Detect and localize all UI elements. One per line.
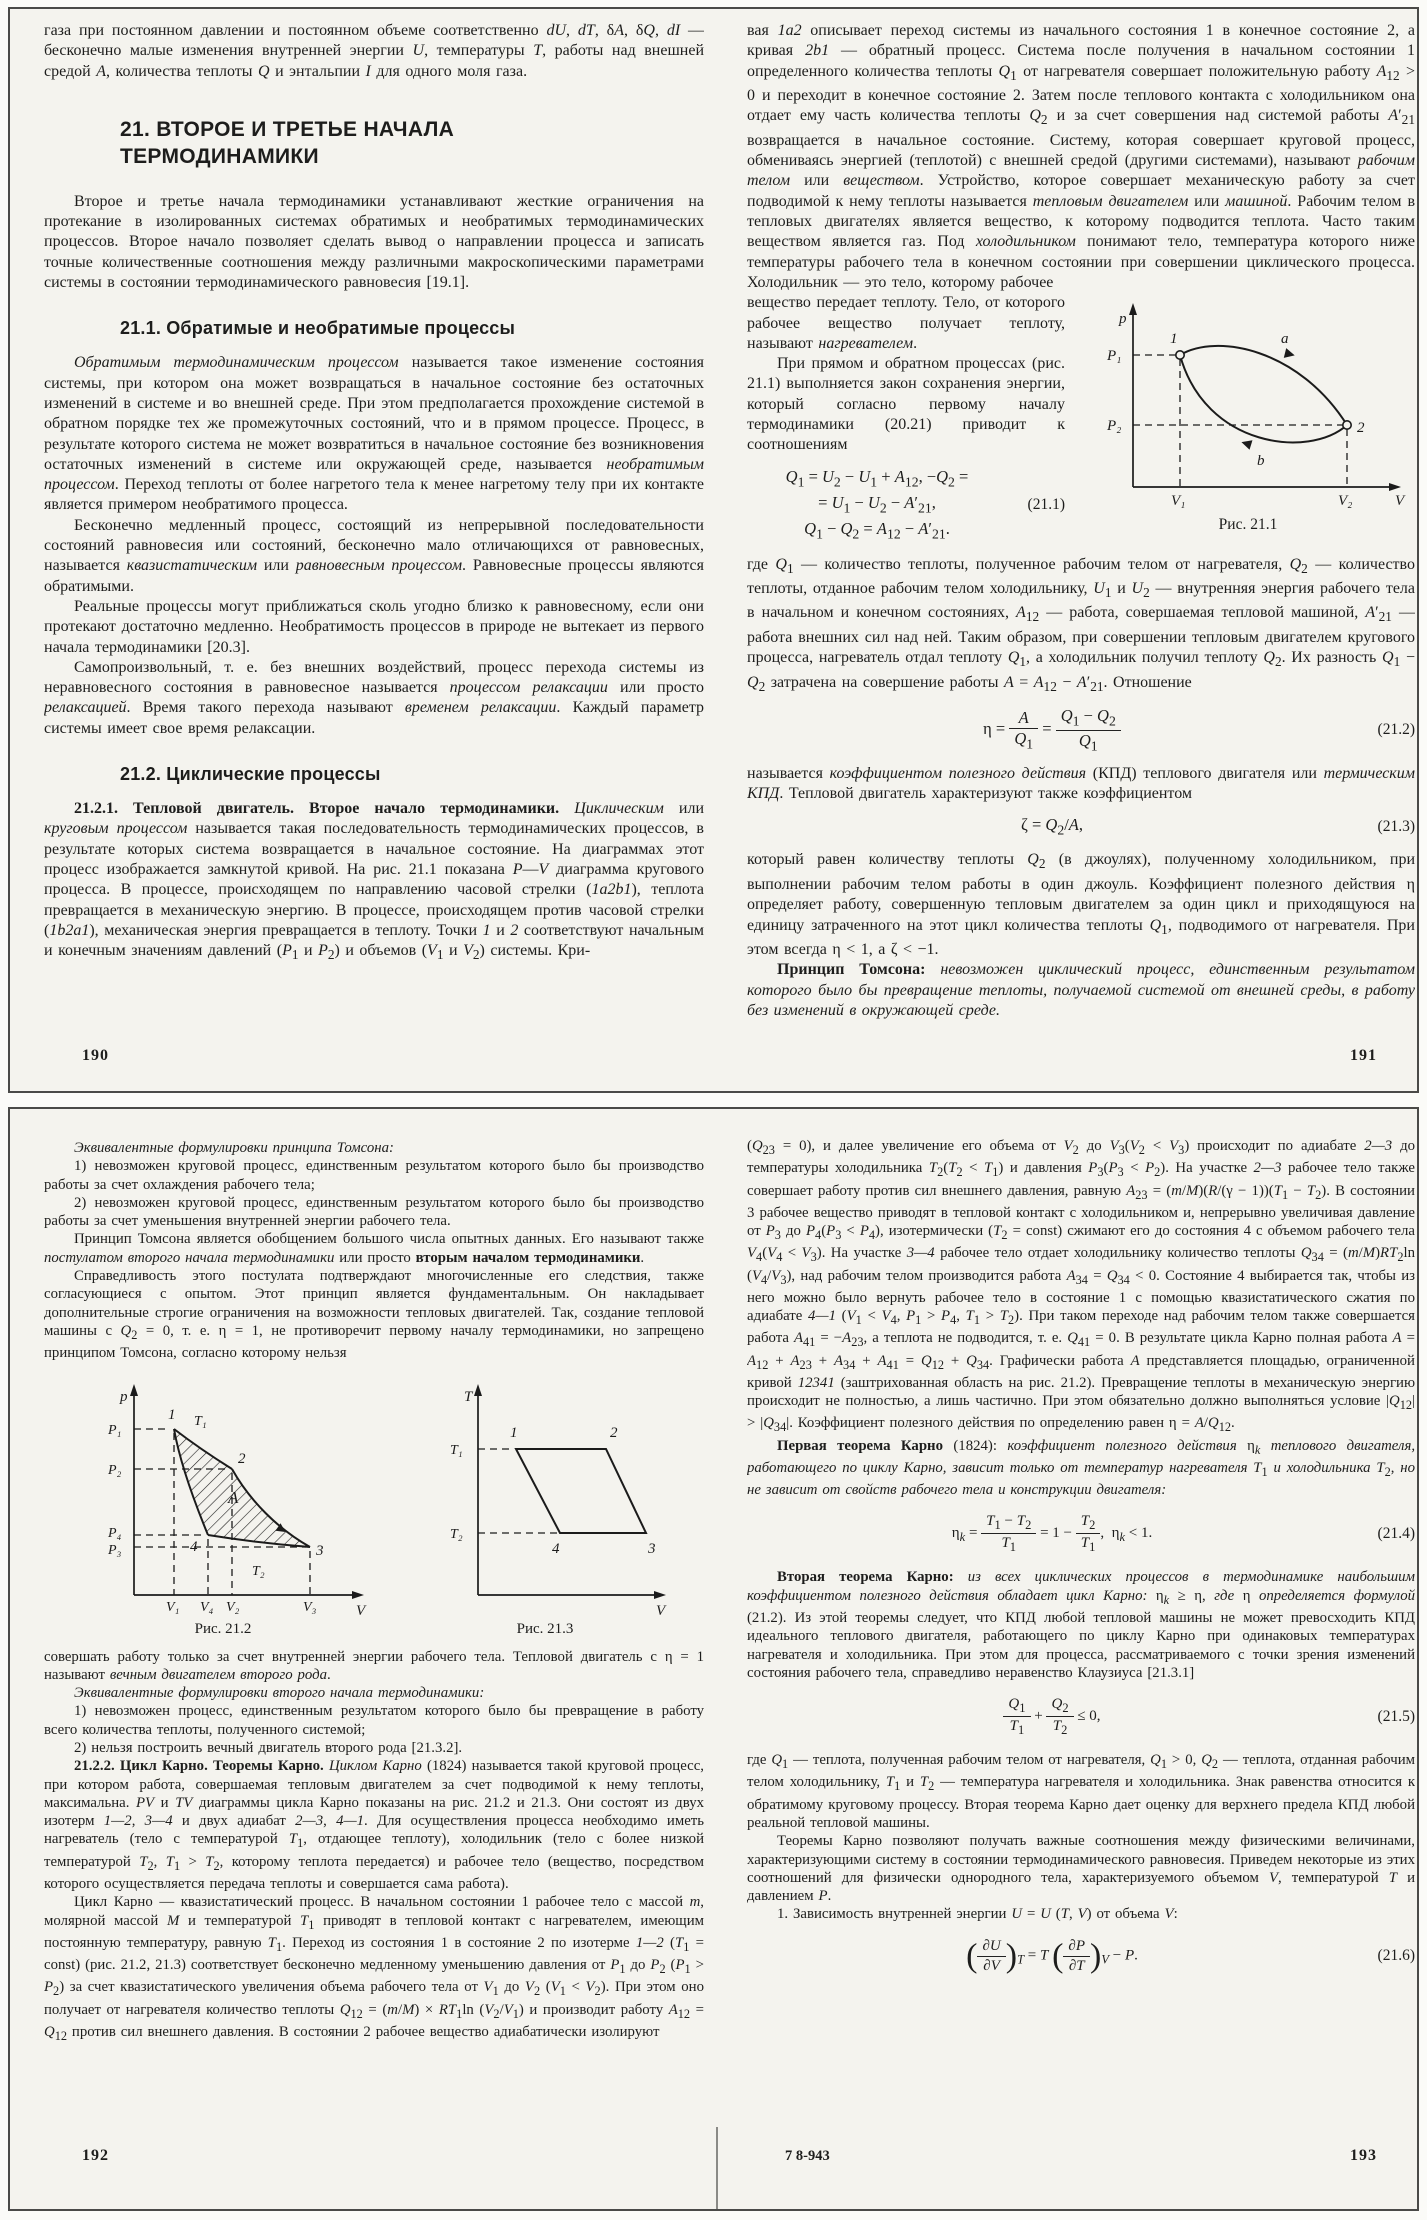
paragraph: Справедливость этого постулата подтверждают многочисленные его следствия, также согласующиеся с опытом. Этот принцип является фундаментальным. Он накладывает дополнительные строгие ограничения на возможности тепловых двигателей. Так, создание тепловой машины с $Q_2 = 0$, т. е. η = 1, не противоречит первому началу термодинамики, но запрещено принципом Томсона, согласно которому нельзя [44, 1268, 704, 1362]
page-number: 191 [1350, 1047, 1377, 1064]
equation-line: = $U_1 - U_2 - A'_{21}$, [818, 492, 936, 516]
fig212-p1: P₁ [108, 1422, 122, 1438]
paragraph: Принцип Томсона является обобщением большого числа опытных данных. Его называют также постулатом второго начала термодинамики или просто вторым началом термодинамики. [44, 1231, 704, 1266]
paragraph: 1. Зависимость внутренней энергии U = U (T, V) от объема V: [777, 1906, 1178, 1923]
tv-diagram-carnot [420, 1377, 670, 1617]
x-axis-arrow [1389, 483, 1401, 491]
fig213-point4-label: 4 [552, 1540, 560, 1557]
printer-signature: 7 8-943 [785, 2148, 830, 2164]
paragraph: вая 1a2 описывает переход системы из начального состояния 1 в конечное состояние 2, а кривая 2b1 — обратный процесс. Система после получения в начальном состоянии 1 определенного количества теплоты $Q_1$ от нагревателя совершает положительную работу $A_{12} > 0$ и переходит в конечное состояние 2. Затем после теплового контакта с холодильником она отдает ему часть количества теплоты $Q_2$ и за счет совершения над системой работы $A'_{21}$ возвращается в начальное состояние. Систему, которая совершает круговой процесс, обмениваясь энергией (теплотой) с внешней средой (другими системами), называют рабочим телом или веществом. Устройство, которое совершает механическую работу за счет подводимой к нему теплоты называется тепловым двигателем или машиной. Рабочим телом в тепловых двигателях является вещество, к которому подводится теплота. Часто таким веществом является газ. Под холодильником понимают тело, температура которого ниже температуры рабочего тела в конечном состоянии при совершении циклического процесса. Холодильник — это тело, которому рабочее [747, 22, 1415, 291]
fig211-xlabel: V [1395, 493, 1405, 510]
figures-row [44, 1377, 704, 1638]
page-number: 192 [82, 2147, 109, 2164]
paragraph: Обратимым термодинамическим процессом называется такое изменение состояния системы, при котором она может возвращаться в начальное состояние без остаточных изменений в системе и во внешней среде. При этом предполагается прохождение системой в обратном порядке тех же промежуточных состояний, что и в прямом процессе. Процесс, в результате которого система не может возвратиться в начальное состояние без возникновения остаточных изменений в системе или окружающей среде, называется необратимым процессом. Переход теплоты от более нагретого тела к менее нагретому телу при их контакте является примером необратимого процесса. [44, 354, 704, 514]
fig213-xlabel: V [656, 1602, 666, 1617]
fig213-point2-label: 2 [610, 1424, 618, 1441]
book-spread-190-191 [8, 7, 1419, 1093]
equation-body: η = $\frac{A}{Q_1}$ = $\frac{Q_1 - Q_2}{Q_1}$ [747, 707, 1357, 753]
fig212-p2: P₂ [108, 1462, 122, 1478]
equation-number: (21.5) [1377, 1707, 1415, 1725]
paragraph: При прямом и обратном процессах (рис. 21.1) выполняется закон сохранения энергии, который согласно первому началу термодинамики (20.21) приводит к соотношениям [747, 355, 1065, 454]
fig212-v2: V₂ [226, 1599, 240, 1615]
paragraph: Эквивалентные формулировки второго начала термодинамики: [74, 1685, 485, 1702]
fig212-p4: P₄ [108, 1525, 122, 1541]
fig211-p2: P₂ [1107, 418, 1122, 435]
fig211-point1-label: 1 [1170, 331, 1178, 348]
fig212-xlabel: V [356, 1602, 366, 1617]
cycle-direction-arrow [1240, 438, 1252, 450]
fig212-ylabel: p [120, 1388, 128, 1405]
paragraph: где $Q_1$ — теплота, полученная рабочим телом от нагревателя, $Q_1 > 0$, $Q_2$ — теплота, отданная рабочим телом холодильнику, $T_1$ и $T_2$ — температура нагревателя и холодильника. Знак равенства относится к обратимому круговому процессу. Вторая теорема Карно дает оценку для верхнего предела КПД любой реальной тепловой машины. [747, 1752, 1415, 1831]
paragraph: 21.2.2. Цикл Карно. Теоремы Карно. Циклом Карно (1824) называется такой круговой процесс, при котором работа, совершаемая тепловым двигателем за счет подводимой к нему теплоты, максимальна. PV и TV диаграммы цикла Карно показаны на рис. 21.2 и 21.3. Они состоят из двух изотерм 1—2, 3—4 и двух адиабат 2—3, 4—1. Для осуществления процесса необходимо иметь нагреватель (тело с температурой $T_1$, отдающее теплоту), холодильник (тело с более низкой температурой $T_2$, $T_1 > T_2$, которому теплота передается) и рабочее тело (вещество, посредством которого осуществляется передача теплоты и совершается сама работа). [44, 1758, 704, 1892]
fig213-ylabel: T [464, 1388, 473, 1405]
equation-21-1 [747, 466, 1065, 545]
list-item: 2) нельзя построить вечный двигатель второго рода [21.3.2]. [74, 1740, 463, 1756]
paragraph: Цикл Карно — квазистатический процесс. В начальном состоянии 1 рабочее тело с массой m, молярной массой M и температурой $T_1$ приводят в тепловой контакт с нагревателем, имеющим постоянную температуру, равную $T_1$. Переход из состояния 1 в состояние 2 по изотерме 1—2 ($T_1$ = const) (рис. 21.2, 21.3) соответствует бесконечно медленному уменьшению давления от $P_1$ до $P_2$ $(P_1 > P_2)$ за счет квазистатического увеличения объема рабочего тела от $V_1$ до $V_2$ $(V_1 < V_2)$. При этом оно получает от нагревателя количество теплоты $Q_{12} = (m/M) \times RT_1\ln$ $(V_2/V_1)$ и производит работу $A_{12} = Q_{12}$ против сил внешнего давления. В состоянии 2 рабочее вещество адиабатически изолируют [44, 1894, 704, 2043]
equation-line: $Q_1 = U_2 - U_1 + A_{12}$, $-Q_2$ = [785, 466, 969, 489]
fig213-point1-label: 1 [510, 1424, 518, 1441]
fig212-t1-label: T₁ [194, 1413, 207, 1429]
paragraph: вещество передает теплоту. Тело, от которого рабочее вещество получает теплоту, называют нагревателем. [747, 294, 1065, 352]
paragraph: Реальные процессы могут приближаться сколь угодно близко к равновесному, если они протекают достаточно медленно. Необратимость процессов в природе не вытекает из первого начала термодинамики [20.3]. [44, 597, 704, 656]
x-axis-arrow [352, 1591, 364, 1599]
paragraph: где $Q_1$ — количество теплоты, полученное рабочим телом от нагревателя, $Q_2$ — количество теплоты, отданное рабочим телом холодильнику, $U_1$ и $U_2$ — внутренняя энергия рабочего тела в начальном и конечном состояниях, $A_{12}$ — работа, совершаемая тепловой машиной, $A'_{21}$ — работа внешних сил над ней. Таким образом, при совершении тепловым двигателем кругового процесса, нагреватель отдал теплоту $Q_1$, а холодильник получил теплоту $Q_2$. Их разность $Q_1 - Q_2$ затрачена на совершение работы $A = A_{12} - A'_{21}$. Отношение [747, 555, 1415, 694]
y-axis-arrow [474, 1384, 482, 1396]
y-axis-arrow [130, 1384, 138, 1396]
paragraph: Первая теорема Карно (1824): коэффициент полезного действия $\eta_k$ теплового двигателя, работающего по циклу Карно, зависит только от температур нагревателя $T_1$ и холодильника $T_2$, но не зависит от свойств рабочего тела и конструкции двигателя: [747, 1437, 1415, 1499]
section-heading-21-2: 21.2. Циклические процессы [120, 764, 381, 785]
state-point-2 [1343, 421, 1351, 429]
pv-diagram-cycle [1083, 297, 1413, 512]
fig212-point1-label: 1 [168, 1406, 176, 1423]
fig212-point3-label: 3 [316, 1542, 324, 1559]
equation-21-2 [747, 707, 1415, 753]
equation-number: (21.2) [1377, 721, 1415, 739]
fig212-v3: V₃ [303, 1599, 317, 1615]
fig211-a-label: a [1281, 331, 1289, 348]
figure-21-2 [78, 1377, 368, 1638]
gutter-divider [716, 2127, 718, 2209]
fig213-t1: T₁ [450, 1442, 463, 1458]
paragraph: $(Q_{23} = 0)$, и далее увеличение его объема от $V_2$ до $V_3(V_2 < V_3)$ происходит по адиабате 2—3 до температуры холодильника $T_2(T_2 < T_1)$ и давления $P_3(P_3 < P_2)$. На участке 2—3 рабочее тело также совершает работу против сил внешнего давления, равную $A_{23} = (m/M)(R/(\gamma - 1))(T_1 - T_2)$. В состоянии 3 рабочее вещество приводят в тепловой контакт с холодильником и, непрерывно увеличивая давление от $P_3$ до $P_4(P_3 < P_4)$, изотермически ($T_2$ = const) сжимают его до состояния 4 с объемом рабочего тела $V_4(V_4 < V_3)$. На участке 3—4 рабочее тело отдает холодильнику количество теплоты $Q_{34} = (m/M)RT_2\ln$ $(V_4/V_3)$, над рабочим телом производится работа $A_{34} = Q_{34} < 0$. Состояние 4 выбирается так, чтобы из него можно было вернуть рабочее тело в состояние 1 с помощью квазистатического сжатия по адиабате 4—1 ($V_1 < V_4$, $P_1 > P_4$, $T_1 > T_2$). При таком переходе над рабочим телом также совершается работа $A_{41} = -A_{23}$, а теплота не подводится, т. е. $Q_{41} = 0$. В результате цикла Карно полная работа $A = A_{12} + A_{23} + A_{34} + A_{41} = Q_{12} + Q_{34}$. Графически работа A представляется площадью, ограниченной кривой 12341 (заштрихованная область на рис. 21.2). Превращение теплоты в механическую энергию происходит не полностью, а лишь частично. При этом обязательно должно выполняться условие $|Q_{12}| > |Q_{34}|$. Коэффициент полезного действия по определению равен $\eta = A/Q_{12}$. [747, 1138, 1415, 1435]
equation-21-5 [747, 1696, 1415, 1737]
fig211-p1: P₁ [1107, 348, 1122, 365]
fig211-v1: V₁ [1171, 493, 1186, 510]
state-point-1 [1176, 351, 1184, 359]
equation-21-3 [747, 814, 1415, 840]
y-axis-arrow [1129, 303, 1137, 315]
equation-body: $\frac{Q_1}{T_1}$ + $\frac{Q_2}{T_2}$ ≤ 0, [747, 1696, 1357, 1737]
fig212-point2-label: 2 [238, 1450, 246, 1467]
page-192 [44, 1109, 704, 2209]
book-spread-192-193 [8, 1107, 1419, 2211]
figure-caption: Рис. 21.3 [516, 1620, 574, 1637]
page-number: 193 [1350, 2147, 1377, 2164]
figure-caption: Рис. 21.2 [194, 1620, 252, 1637]
list-item: 1) невозможен процесс, единственным результатом которого было бы превращение в работу всего количества теплоты, полученного системой; [44, 1703, 704, 1738]
equation-number: (21.1) [1027, 496, 1065, 514]
page-number: 190 [82, 1047, 109, 1064]
figure-21-1 [1081, 297, 1415, 534]
paragraph: 21.2.1. Тепловой двигатель. Второе начало термодинамики. Циклическим или круговым процессом называется такая последовательность термодинамических процессов, в результате которых система возвращается в начальное состояние. На диаграммах этот процесс изображается замкнутой кривой. На рис. 21.1 показана P—V диаграмма кругового процесса. В процессе, происходящем по направлению часовой стрелки (1a2b1), теплота превращается в механическую энергию. В процессе, происходящем против часовой стрелки (1b2a1), механическая энергия превращается в теплоту. Точки 1 и 2 соответствуют начальным и конечным значениям давлений ($P_1$ и $P_2$) и объемов ($V_1$ и $V_2$) системы. Кри- [44, 800, 704, 963]
pv-diagram-carnot [78, 1377, 368, 1617]
page-190 [44, 9, 704, 1091]
fig211-v2: V₂ [1338, 493, 1353, 510]
fig212-point4-label: 4 [190, 1538, 198, 1555]
equation-body: $\zeta = Q_2/A$, [1021, 815, 1083, 838]
figure-caption: Рис. 21.1 [1218, 516, 1278, 534]
list-item: 1) невозможен круговой процесс, единственным результатом которого было бы производство работы за счет охлаждения рабочего тела; [44, 1158, 704, 1193]
paragraph: Принцип Томсона: невозможен циклический процесс, единственным результатом которого было бы превращение теплоты, получаемой системой от внешней среды, в работу без изменений в окружающей среде. [747, 961, 1415, 1019]
equation-line: $Q_1 - Q_2 = A_{12} - A'_{21}$. [804, 519, 950, 542]
paragraph: Бесконечно медленный процесс, состоящий из непрерывной последовательности состояний равновесия или состояний, бесконечно мало отличающихся от равновесных, называется квазистатическим или равновесным процессом. Равновесные процессы являются обратимыми. [44, 516, 704, 595]
section-heading-21-1: 21.1. Обратимые и необратимые процессы [120, 318, 516, 339]
fig212-t2-label: T₂ [252, 1563, 265, 1579]
equation-21-6 [747, 1938, 1415, 1975]
list-item: 2) невозможен круговой процесс, единственным результатом которого было бы производство работы за счет уменьшения внутренней энергии рабочего тела. [44, 1194, 704, 1230]
fig212-v4: V₄ [200, 1599, 214, 1615]
cycle-direction-arrow [1284, 348, 1296, 360]
work-area-hatched [174, 1429, 310, 1547]
equation-number: (21.6) [1377, 1947, 1415, 1965]
fig213-point3-label: 3 [648, 1540, 656, 1557]
fig212-v1: V₁ [166, 1599, 180, 1615]
paragraph: Эквивалентные формулировки принципа Томсона: [74, 1140, 394, 1156]
fig213-t2: T₂ [450, 1526, 463, 1542]
paragraph: Вторая теорема Карно: из всех циклических процессов в термодинамике наибольшим коэффициентом полезного действия обладает цикл Карно: $\eta_k \ge \eta$, где η определяется формулой (21.2). Из этой теоремы следует, что КПД любой тепловой машины не может превосходить КПД идеального теплового двигателя, работающего по циклу Карно при одинаковых температурах нагревателя и холодильника. При этом для процесса, рассматриваемого с точки зрения изменений состояния рабочего тела, справедливо неравенство Клаузиуса [21.3.1] [747, 1569, 1415, 1681]
equation-number: (21.3) [1377, 818, 1415, 836]
fig211-ylabel: p [1119, 311, 1127, 328]
paragraph: называется коэффициентом полезного действия (КПД) теплового двигателя или термическим КПД. Тепловой двигатель характеризуют также коэффициентом [747, 764, 1415, 802]
paragraph: который равен количеству теплоты $Q_2$ (в джоулях), полученному холодильником, при выполнении рабочим телом работы в один джоуль. Коэффициент полезного действия η определяет работу, совершенную тепловым двигателем за один цикл и приходящуюся на единицу затраченного на этот цикл количества теплоты $Q_1$, подводимого от нагревателя. При этом всегда η < 1, а ζ < −1. [747, 851, 1415, 959]
fig211-b-label: b [1257, 453, 1265, 470]
chapter-heading: 21. ВТОРОЕ И ТРЕТЬЕ НАЧАЛА ТЕРМОДИНАМИКИ [120, 117, 455, 168]
paragraph: Второе и третье начала термодинамики устанавливают жесткие ограничения на протекание в изолированных системах обратимых и необратимых термодинамических процессов. Второе начало позволяет сделать вывод о направлении процесса и записать точные количественные соотношения между различными макроскопическими параметрами системы в состоянии термодинамического равновесия [19.1]. [44, 192, 704, 292]
equation-21-4 [747, 1513, 1415, 1554]
x-axis-arrow [654, 1591, 666, 1599]
equation-number: (21.4) [1377, 1524, 1415, 1542]
paragraph: Теоремы Карно позволяют получать важные соотношения между физическими величинами, характеризующими систему в состоянии термодинамического равновесия. Приведем некоторые из этих соотношений для физически однородного тела, характеризуемого объемом V, температурой T и давлением P. [747, 1833, 1415, 1905]
paragraph: Самопроизвольный, т. е. без внешних воздействий, процесс перехода системы из неравновесного состояния в равновесное называется процессом релаксации или просто релаксацией. Время такого перехода называют временем релаксации. Каждый параметр системы имеет свое время релаксации. [44, 658, 704, 737]
equation-body: $\eta_k$ = $\frac{T_1 - T_2}{T_1}$ = 1 − $\frac{T_2}{T_1}$ , $\eta_k < 1$. [951, 1513, 1153, 1555]
figure-21-3 [420, 1377, 670, 1638]
fig212-area-label: A [228, 1487, 239, 1507]
paragraph: совершать работу только за счет внутренней энергии рабочего тела. Тепловой двигатель с η = 1 называют вечным двигателем второго рода. [44, 1648, 704, 1683]
page-191 [747, 9, 1415, 1091]
paragraph: газа при постоянном давлении и постоянном объеме соответственно dU, dT, δA, δQ, dI — бесконечно малые изменения внутренней энергии U, температуры T, работы над внешней средой A, количества теплоты Q и энтальпии I для одного моля газа. [44, 22, 704, 80]
equation-body: ( $\frac{\partial U}{\partial V}$ )$_T = T$ ( $\frac{\partial P}{\partial T}$ )$_V - P$. [966, 1937, 1138, 1975]
fig212-p3: P₃ [108, 1542, 122, 1558]
fig211-point2-label: 2 [1357, 420, 1365, 437]
page-193 [747, 1109, 1415, 2209]
